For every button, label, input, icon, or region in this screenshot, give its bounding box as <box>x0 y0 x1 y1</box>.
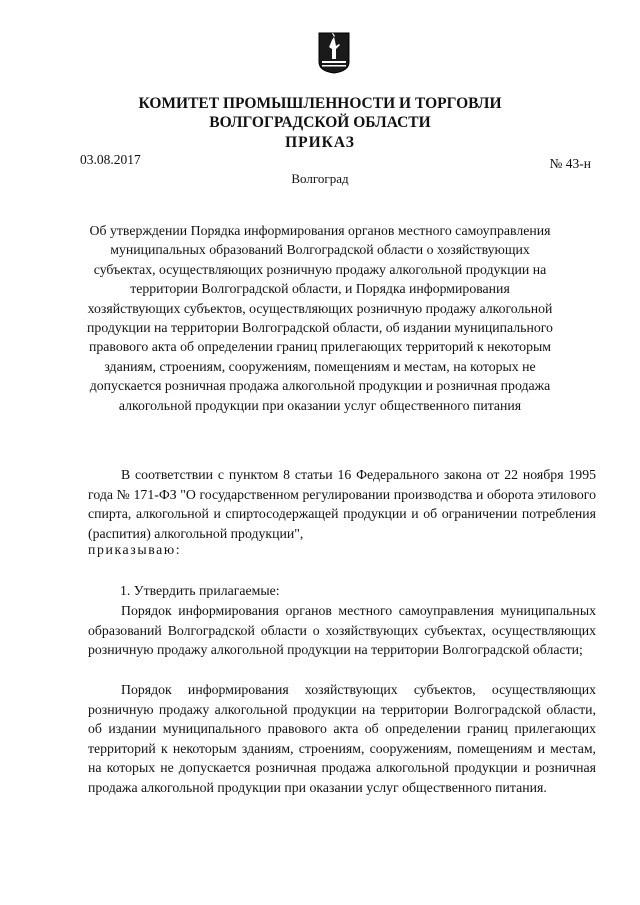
document-subject <box>80 221 560 415</box>
subject-line: продукции на территории Волгоградской области, об издании муниципального <box>87 320 553 336</box>
organization-name-line1: КОМИТЕТ ПРОМЫШЛЕННОСТИ И ТОРГОВЛИ <box>138 95 502 112</box>
subject-line: территории Волгоградской области, и Порядка информирования <box>130 281 510 297</box>
subject-line: субъектах, осуществляющих розничную продажу алкогольной продукции на <box>93 261 547 277</box>
preamble-paragraph: В соответствии с пунктом 8 статьи 16 Федерального закона от 22 ноября 1995 года № 171-ФЗ "О государственном регулировании производства и оборота этилового спирта, алкогольной и спиртосодержащей продукции и об ограничении потребления (распития) алкогольной продукции", <box>88 467 596 541</box>
approved-procedure-1: Порядок информирования органов местного самоуправления муниципальных образований Волгоградской области о хозяйствующих субъектах, осуществляющих розничную продажу алкогольной продукции на территории Волгоградской области; <box>88 603 596 658</box>
item-1-heading: 1. Утвердить прилагаемые: <box>120 583 280 598</box>
approved-procedure-2: Порядок информирования хозяйствующих субъектов, осуществляющих розничную продажу алкогольной продукции на территории Волгоградской области, об издании муниципального правового акта об определении границ прилегающих территорий к некоторым зданиям, строениям, сооружениям, помещениям и местам, на которых не допускается розничная продажа алкогольной продукции и розничная продажа алкогольной продукции при оказании услуг общественного питания. <box>88 682 596 795</box>
order-word: приказываю: <box>88 542 182 557</box>
document-city: Волгоград <box>291 171 349 186</box>
organization-name-line2: ВОЛГОГРАДСКОЙ ОБЛАСТИ <box>209 114 431 131</box>
subject-line: хозяйствующих субъектов, осуществляющих розничную продажу алкогольной <box>87 300 553 316</box>
subject-line: Об утверждении Порядка информирования органов местного самоуправления <box>89 223 551 238</box>
volgograd-region-coat-of-arms-icon <box>318 32 350 74</box>
subject-line: допускается розничная продажа алкогольной продукции и розничная продажа <box>89 378 551 394</box>
subject-line: правового акта об определении границ прилегающих территорий к некоторым <box>89 339 551 355</box>
document-date: 03.08.2017 <box>80 152 141 167</box>
document-number: № 43-н <box>549 156 591 171</box>
document-type: ПРИКАЗ <box>285 134 355 151</box>
subject-line: муниципальных образований Волгоградской области о хозяйствующих <box>110 242 530 258</box>
subject-line: зданиям, строениям, сооружениям, помещениям и местам, на которых не <box>104 358 536 374</box>
subject-line: алкогольной продукции при оказании услуг общественного питания <box>118 397 522 413</box>
